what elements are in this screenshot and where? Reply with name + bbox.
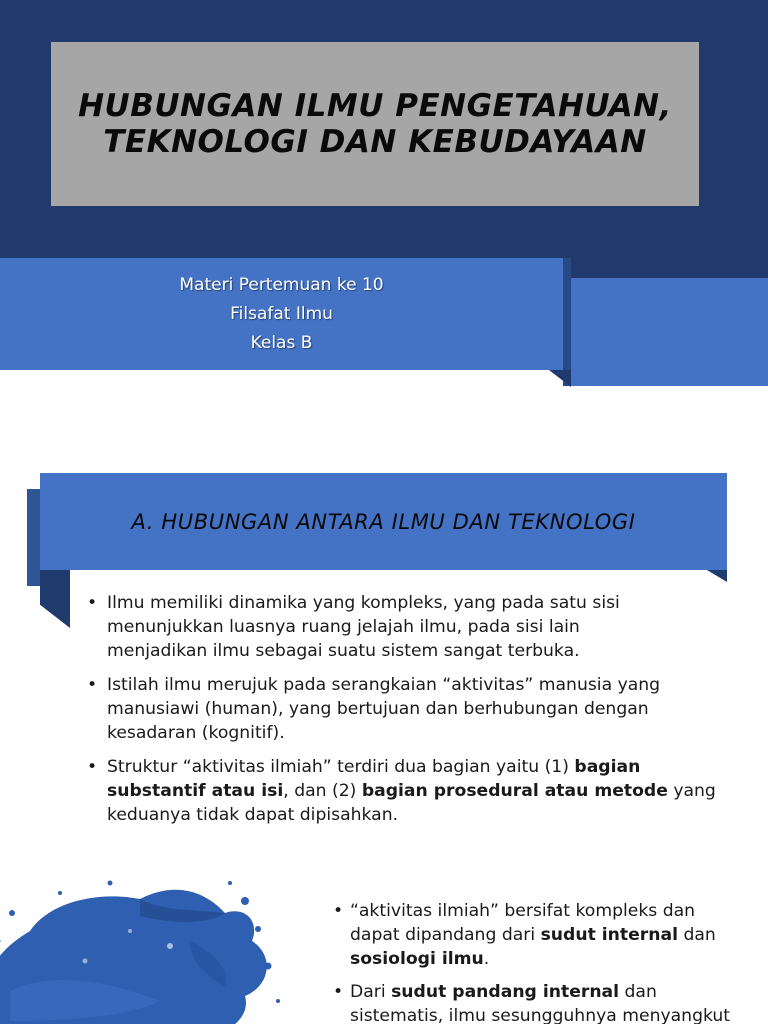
title-line-2: TEKNOLOGI DAN KEBUDAYAAN — [103, 124, 647, 160]
text-run: Dari — [350, 982, 392, 1002]
bullet-item — [87, 673, 717, 745]
ribbon-fold-left — [40, 570, 70, 628]
text-run: , dan (2) — [283, 781, 362, 801]
bullet-line — [107, 697, 717, 721]
title-box — [51, 42, 699, 206]
text-run: dan — [619, 982, 657, 1002]
bold-text: sosiologi ilmu — [350, 949, 484, 969]
text-run: dan — [678, 925, 716, 945]
ribbon-tail — [27, 489, 40, 586]
bullet-marker: • — [87, 675, 98, 695]
content-slide-2 — [0, 861, 768, 1024]
text-run: manusiawi (human), yang bertujuan dan berhubungan dengan — [107, 699, 649, 719]
subtitle-band — [0, 258, 563, 370]
heading-ribbon — [40, 473, 727, 570]
bullet-list — [87, 591, 717, 837]
section-heading: A. HUBUNGAN ANTARA ILMU DAN TEKNOLOGI — [131, 509, 636, 534]
text-run: Ilmu memiliki dinamika yang kompleks, yang pada satu sisi — [107, 593, 620, 613]
bullet-item — [333, 980, 763, 1024]
text-run: Struktur “aktivitas ilmiah” terdiri dua bagian yaitu (1) — [107, 757, 575, 777]
bold-text: bagian prosedural atau metode — [361, 781, 668, 801]
subtitle-band-fold — [549, 370, 571, 387]
bold-text: bagian — [574, 757, 641, 777]
bullet-line — [107, 755, 717, 779]
text-run: menjadikan ilmu sebagai suatu sistem sangat terbuka. — [107, 641, 580, 661]
bullet-line — [350, 980, 763, 1004]
bullet-item — [87, 755, 717, 827]
bullet-line — [350, 947, 763, 971]
bullet-line — [107, 639, 717, 663]
bullet-item — [333, 899, 763, 971]
text-run: kesadaran (kognitif). — [107, 723, 285, 743]
text-run: yang — [667, 781, 716, 801]
bold-text: substantif atau isi — [107, 781, 284, 801]
text-run: “aktivitas ilmiah” bersifat kompleks dan — [350, 901, 696, 921]
subtitle-band-edge — [563, 258, 571, 386]
bullet-line — [107, 721, 717, 745]
subtitle-band-back — [571, 278, 768, 386]
bold-text: sudut pandang internal — [391, 982, 620, 1002]
text-run: Istilah ilmu merujuk pada serangkaian “aktivitas” manusia yang — [107, 675, 661, 695]
bullet-marker: • — [87, 593, 98, 613]
text-run: sistematis, ilmu sesungguhnya menyangkut — [350, 1006, 731, 1024]
bullet-line — [107, 591, 717, 615]
bullet-item — [87, 591, 717, 663]
bullet-line — [350, 923, 763, 947]
title-slide — [0, 0, 768, 452]
text-run: dapat dipandang dari — [350, 925, 541, 945]
subtitle-course: Filsafat Ilmu — [230, 303, 333, 324]
bullet-line — [107, 803, 717, 827]
bullet-marker: • — [87, 757, 98, 777]
bullet-line — [107, 615, 717, 639]
bullet-marker: • — [333, 901, 344, 921]
bold-text: sudut internal — [540, 925, 678, 945]
bullet-line — [350, 1004, 763, 1024]
text-run: . — [483, 949, 490, 969]
title-line-1: HUBUNGAN ILMU PENGETAHUAN, — [78, 88, 672, 124]
bullet-marker: • — [333, 982, 344, 1002]
bullet-line — [107, 673, 717, 697]
bullet-list-2 — [333, 899, 763, 1024]
bullet-line — [107, 779, 717, 803]
subtitle-class: Kelas B — [250, 332, 313, 353]
subtitle-meeting: Materi Pertemuan ke 10 — [179, 274, 384, 295]
text-run: keduanya tidak dapat dipisahkan. — [107, 805, 399, 825]
paint-splash-image — [0, 871, 290, 1024]
text-run: menunjukkan luasnya ruang jelajah ilmu, pada sisi lain — [107, 617, 580, 637]
ribbon-fold-right — [707, 570, 727, 582]
bullet-line — [350, 899, 763, 923]
